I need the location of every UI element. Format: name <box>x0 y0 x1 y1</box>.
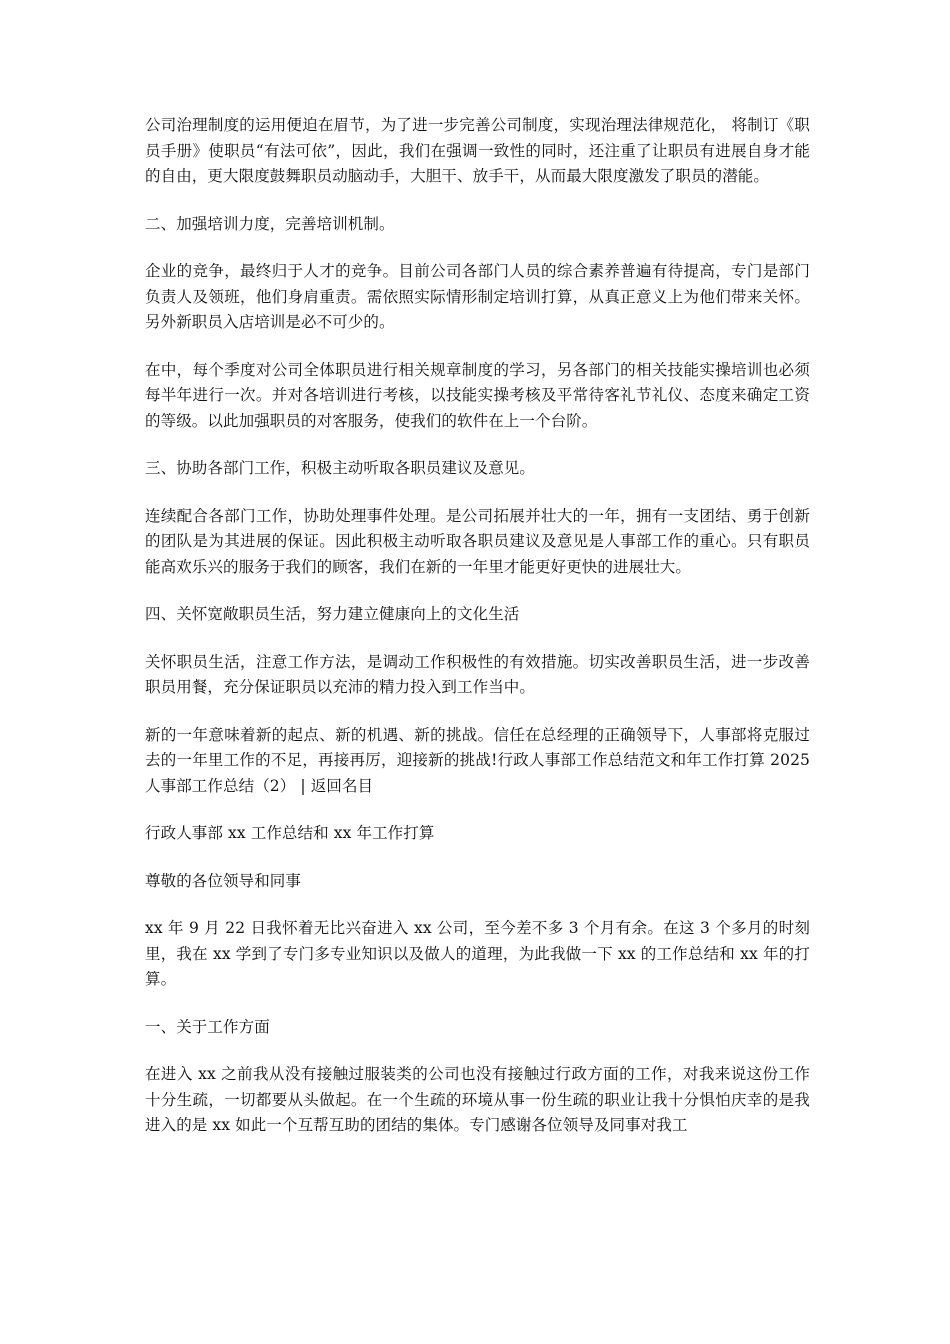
paragraph: 企业的竞争，最终归于人才的竞争。目前公司各部门人员的综合素养普遍有待提高，专门是部门负责人及领班，他们身肩重责。需依照实际情形制定培训打算，从真正意义上为他们带来关怀。另外新职员入店培训是必不可少的。 <box>145 262 810 331</box>
section-heading: 二、加强培训力度，完善培训机制。 <box>145 214 395 233</box>
section-heading: 一、关于工作方面 <box>145 1017 270 1036</box>
section-heading: 三、协助各部门工作，积极主动听取各职员建议及意见。 <box>145 459 536 477</box>
paragraph: 连续配合各部门工作，协助处理事件处理。是公司拓展并壮大的一年，拥有一支团结、勇于创新的团队是为其进展的保证。因此积极主动听取各职员建议及意见是人事部工作的重心。只有职员能高欢乐兴的服务于我们的顾客，我们在新的一年里才能更好更快的进展壮大。 <box>145 506 810 576</box>
paragraph: 新的一年意味着新的起点、新的机遇、新的挑战。信任在总经理的正确领导下，人事部将克服过去的一年里工作的不足，再接再厉，迎接新的挑战!行政人事部工作总结范文和年工作打算 2025 人事部工作总结（2） | 返回名目 <box>145 725 810 795</box>
paragraph: 在中，每个季度对公司全体职员进行相关规章制度的学习，另各部门的相关技能实操培训也必须每半年进行一次。并对各培训进行考核，以技能实操考核及平常待客礼节礼仪、态度来确定工资的等级。以此加强职员的对客服务，使我们的软件在上一个台阶。 <box>145 360 810 430</box>
paragraph: 在进入 xx 之前我从没有接触过服装类的公司也没有接触过行政方面的工作，对我来说这份工作十分生疏，一切都要从头做起。在一个生疏的环境从事一份生疏的职业让我十分惧怕庆幸的是我进入的是 xx 如此一个互帮互助的团结的集体。专门感谢各位领导及同事对我工 <box>145 1065 810 1134</box>
section-heading: 四、关怀宽敞职员生活，努力建立健康向上的文化生活 <box>145 605 520 623</box>
paragraph: xx 年 9 月 22 日我怀着无比兴奋进入 xx 公司，至今差不多 3 个月有余。在这 3 个多月的时刻里，我在 xx 学到了专门多专业知识以及做人的道理，为此我做一下 xx 的工作总结和 xx 年的打算。 <box>145 919 810 988</box>
salutation: 尊敬的各位领导和同事 <box>145 871 302 890</box>
document-body <box>145 113 810 1161</box>
paragraph: 关怀职员生活，注意工作方法，是调动工作积极性的有效措施。切实改善职员生活，进一步改善职员用餐，充分保证职员以充沛的精力投入到工作当中。 <box>145 652 810 696</box>
document-title: 行政人事部 xx 工作总结和 xx 年工作打算 <box>145 824 435 842</box>
paragraph: 公司治理制度的运用便迫在眉节，为了进一步完善公司制度，实现治理法律规范化， 将制订《职员手册》使职员“有法可依”，因此，我们在强调一致性的同时，还注重了让职员有进展自身才能的自由，更大限度鼓舞职员动脑动手，大胆干、放手干，从而最大限度激发了职员的潜能。 <box>145 116 810 185</box>
